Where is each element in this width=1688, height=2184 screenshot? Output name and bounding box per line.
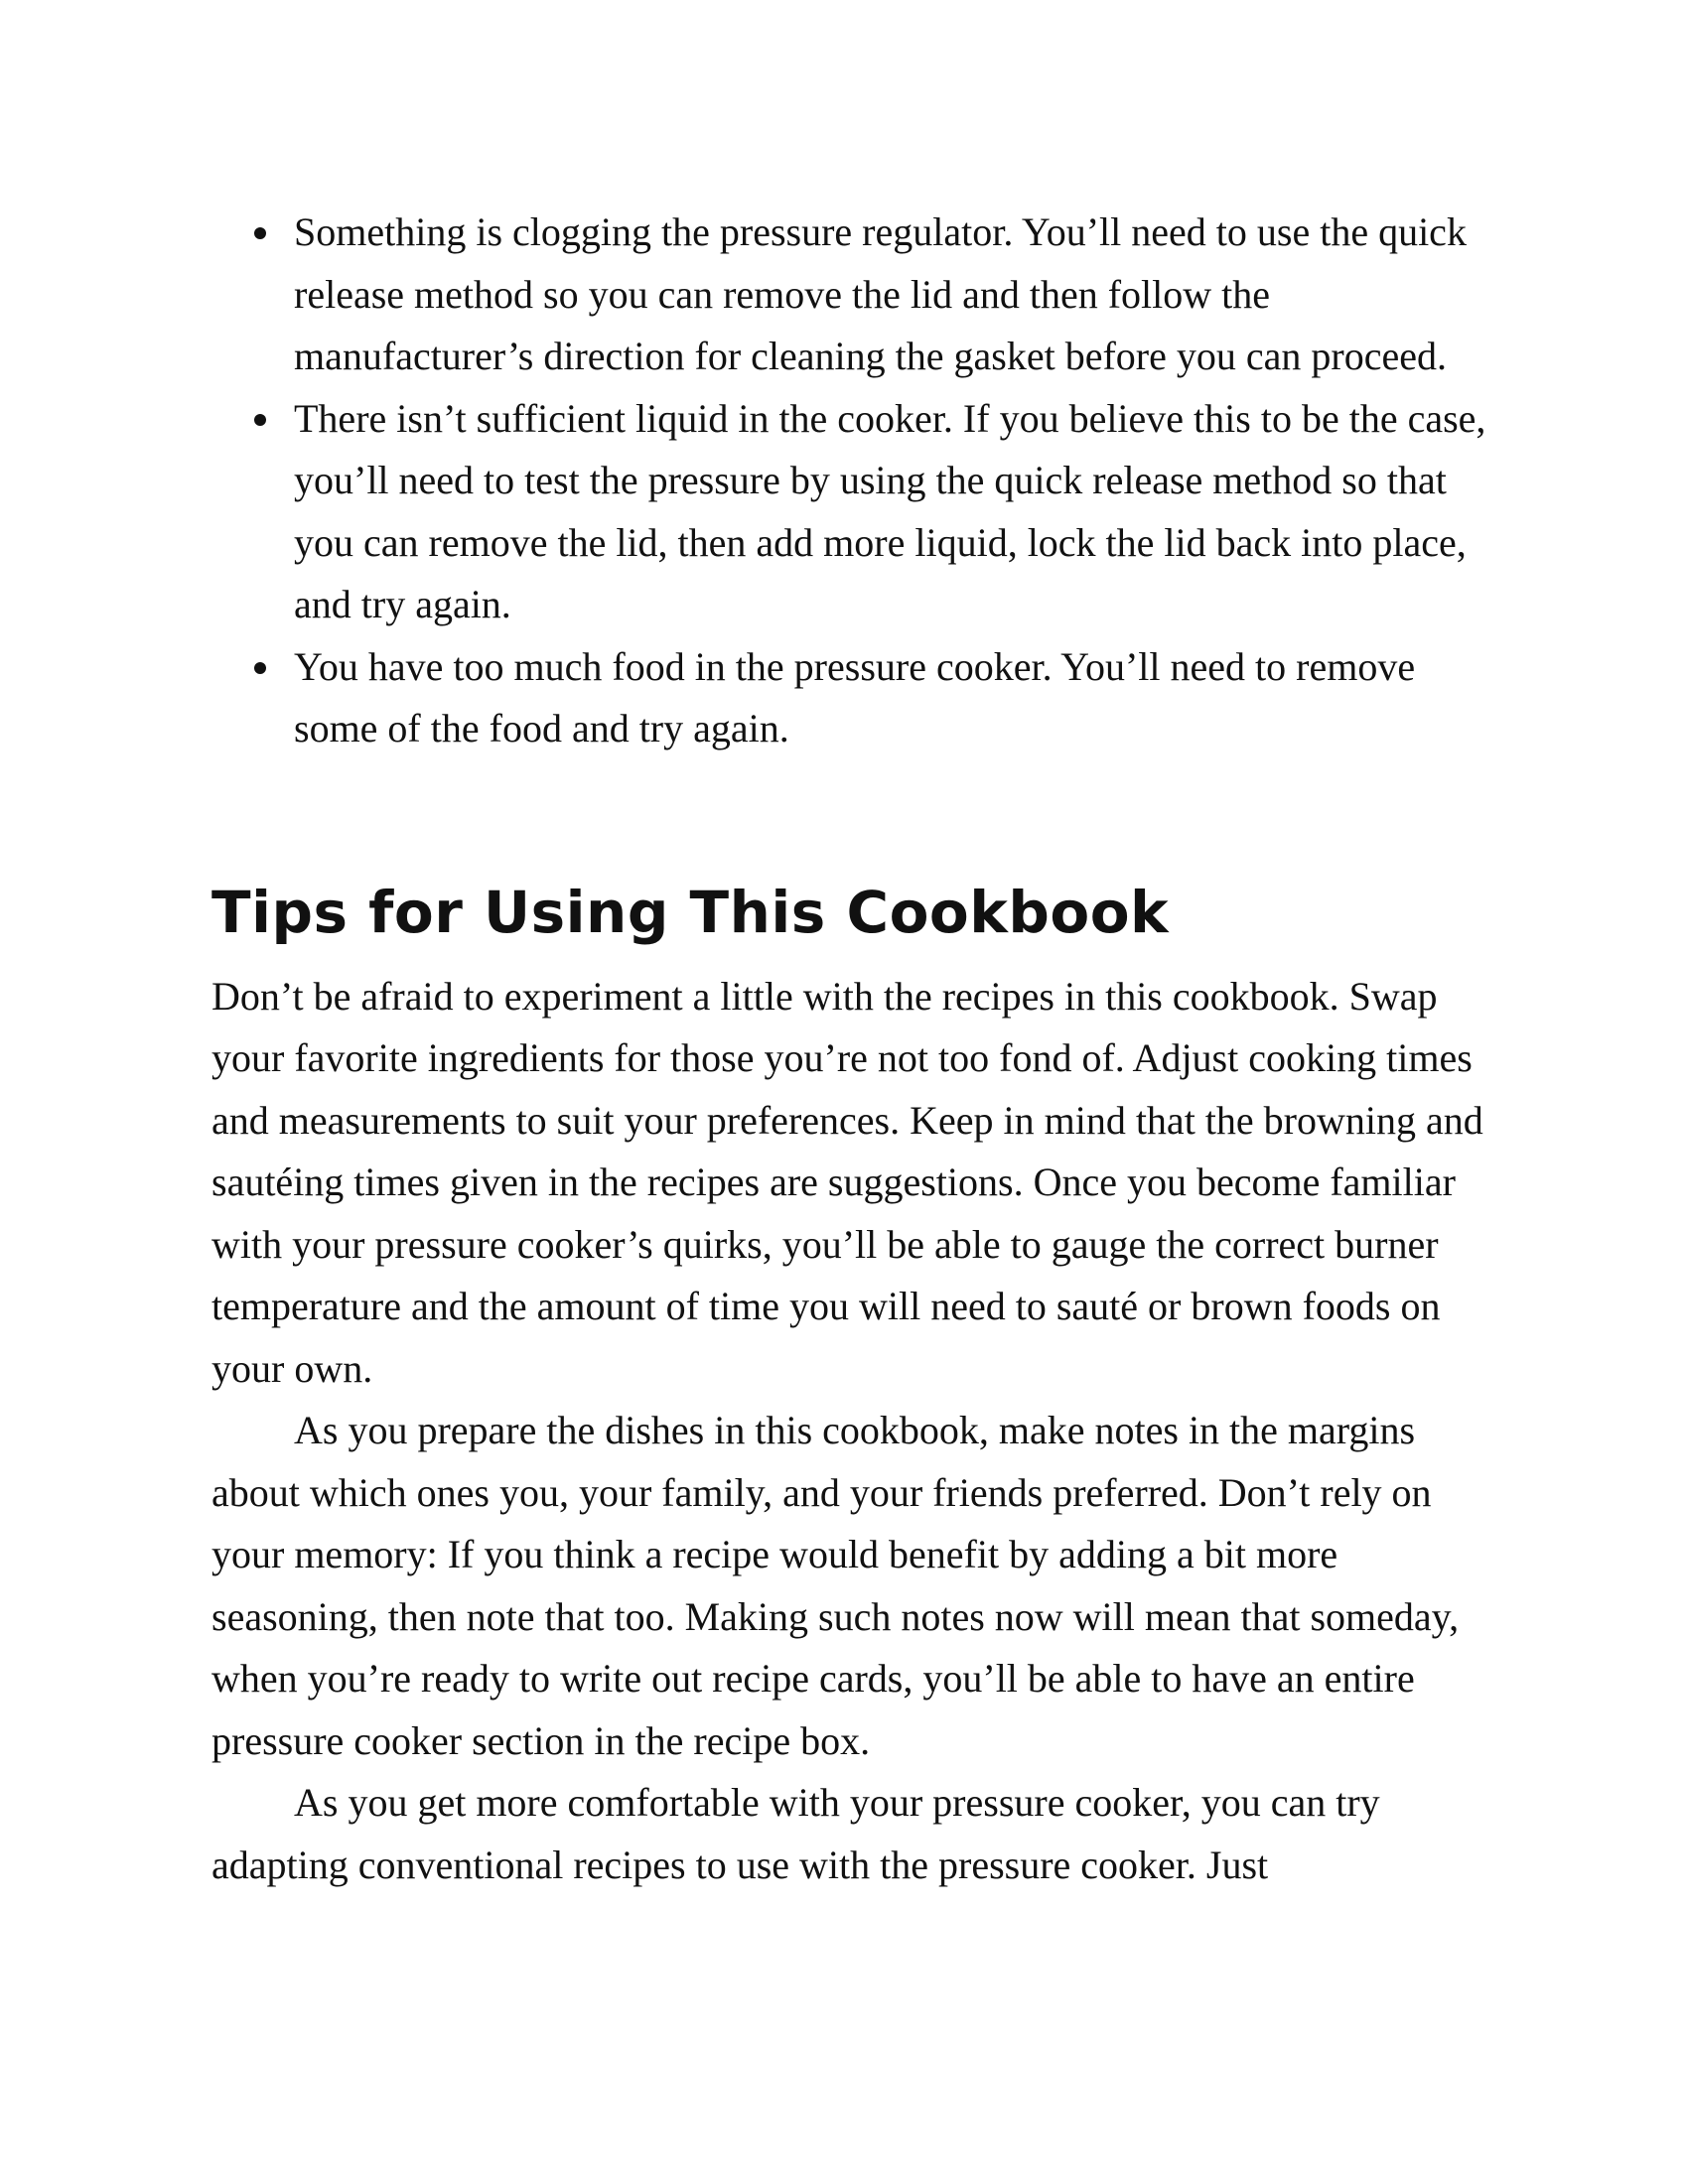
list-item <box>211 202 1492 388</box>
paragraph: Don’t be afraid to experiment a little with the recipes in this cookbook. Swap your favorite ingredients for those you’re not too fond of. Adjust cooking times and measurements to suit your preferences. Keep in mind that the browning and sautéing times given in the recipes are suggestions. Once you become familiar with your pressure cooker’s quirks, you’ll be able to gauge the correct burner temperature and the amount of time you will need to sauté or brown foods on your own. <box>211 973 1483 1391</box>
bullet-icon <box>254 414 266 426</box>
list-item-text: There isn’t sufficient liquid in the cooker. If you believe this to be the case, you’ll need to test the pressure by using the quick release method so that you can remove the lid, then add more liquid, lock the lid back into place, and try again. <box>294 395 1486 626</box>
paragraph: As you prepare the dishes in this cookbook, make notes in the margins about which ones you, your family, and your friends preferred. Don’t rely on your memory: If you think a recipe would benefit by adding a bit more seasoning, then note that too. Making such notes now will mean that someday, when you’re ready to write out recipe cards, you’ll be able to have an entire pressure cooker section in the recipe box. <box>211 1408 1460 1763</box>
section-heading: Tips for Using This Cookbook <box>211 878 1170 946</box>
list-item <box>211 636 1492 760</box>
list-item-text: You have too much food in the pressure cooker. You’ll need to remove some of the food and try again. <box>294 643 1416 751</box>
page-content <box>211 202 1492 1896</box>
list-item-text: Something is clogging the pressure regulator. You’ll need to use the quick release method so you can remove the lid and then follow the manufacturer’s direction for cleaning the gasket before you can proceed. <box>294 209 1467 378</box>
troubleshooting-list <box>211 202 1492 760</box>
paragraph: As you get more comfortable with your pressure cooker, you can try adapting conventional recipes to use with the pressure cooker. Just <box>211 1780 1380 1887</box>
bullet-icon <box>254 227 266 239</box>
bullet-icon <box>254 662 266 674</box>
list-item <box>211 388 1492 636</box>
